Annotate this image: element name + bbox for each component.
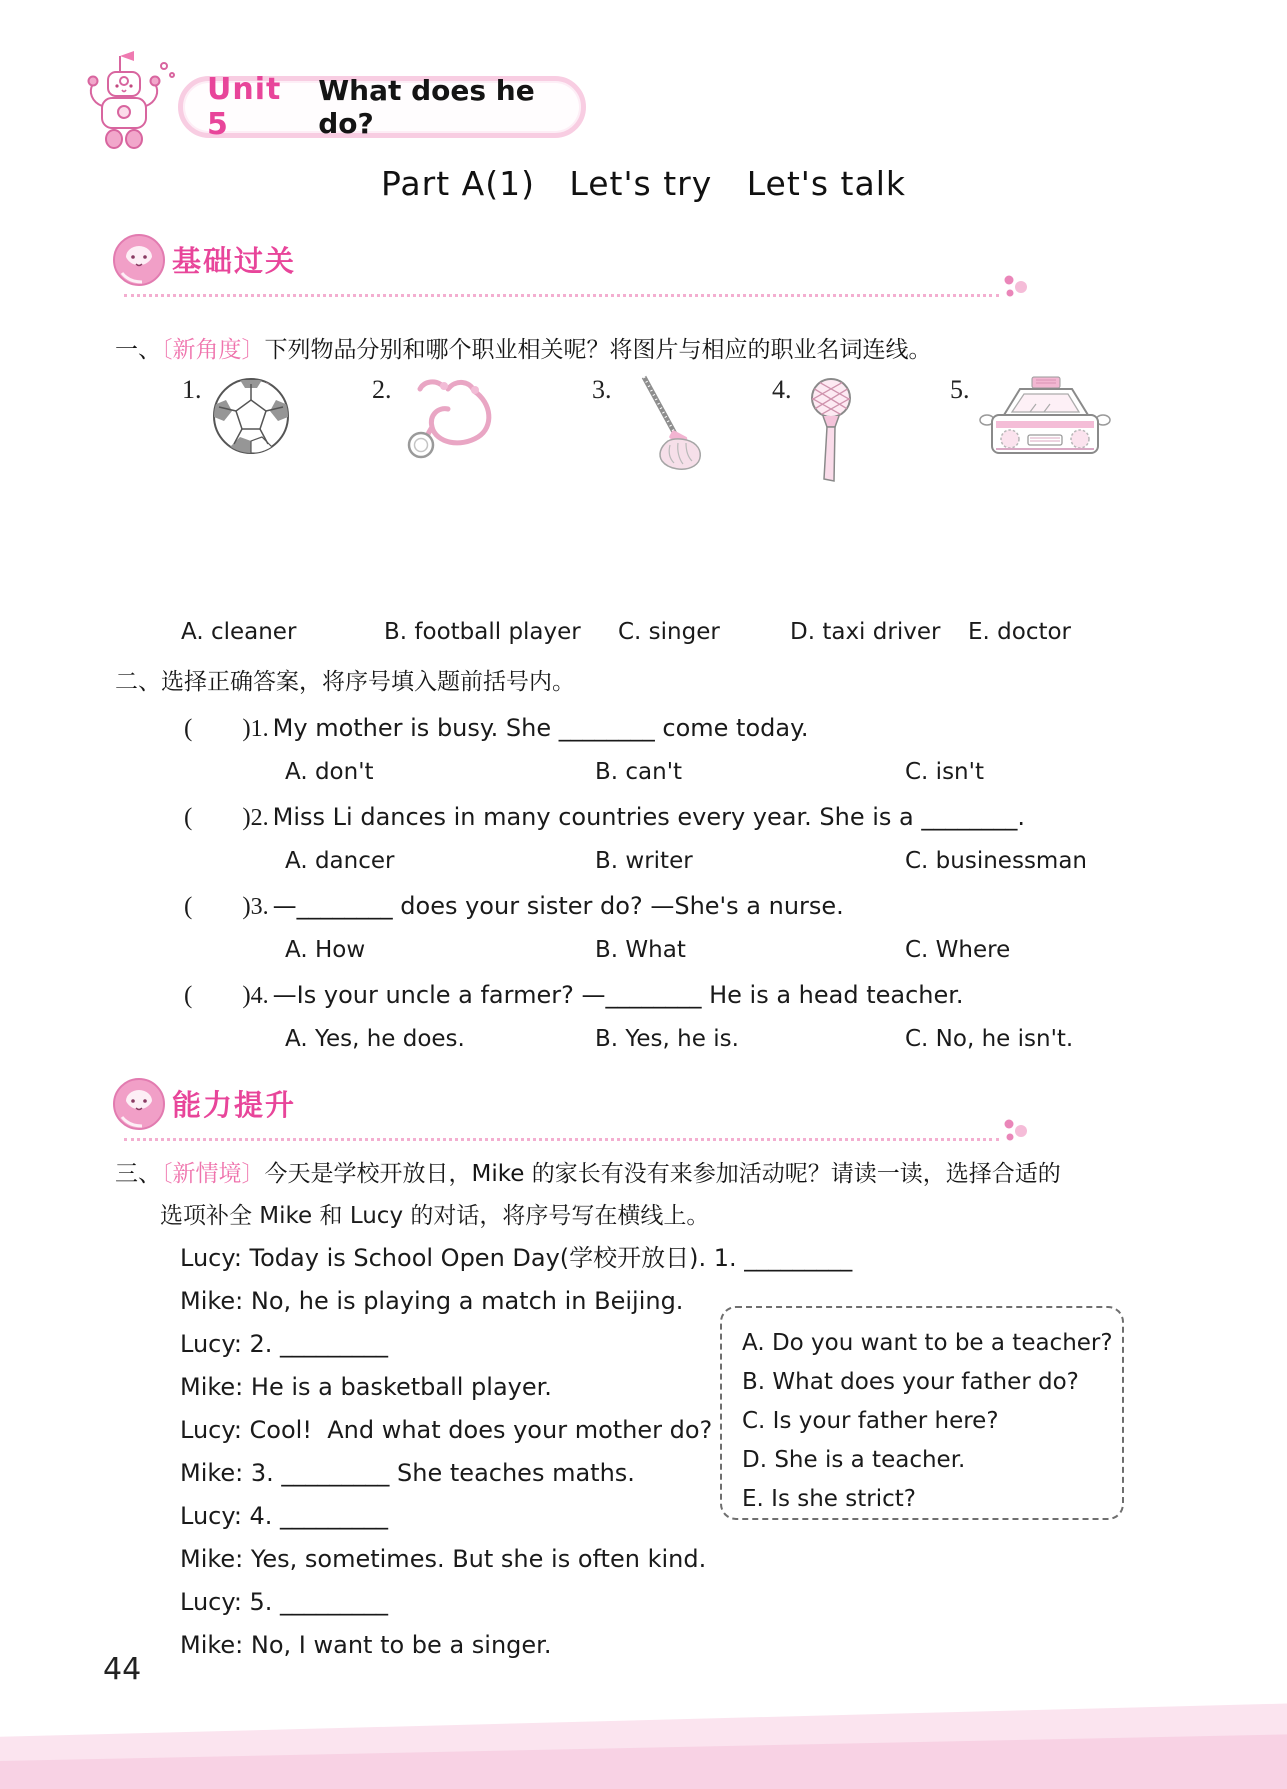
taxi-icon	[978, 375, 1112, 469]
item-number: 2.	[250, 805, 269, 831]
mc-stem	[184, 800, 1177, 835]
answer-brackets[interactable]: ( )	[184, 715, 251, 742]
q3-number: 三、	[115, 1161, 161, 1186]
dialogue-line: Lucy: 4. _________	[180, 1502, 389, 1530]
dotted-divider	[124, 294, 999, 297]
picture-item-stethoscope	[372, 375, 508, 471]
box-option-e: E. Is she strict?	[742, 1486, 916, 1512]
mc-stem	[184, 711, 1177, 746]
box-option-d: D. She is a teacher.	[742, 1447, 966, 1473]
unit-label: Unit 5	[207, 72, 282, 142]
part-title: Part A(1) Let's try Let's talk	[381, 164, 906, 203]
picture-number: 3.	[592, 375, 612, 404]
unit-title: What does he do?	[318, 74, 535, 140]
dotted-divider	[124, 1138, 999, 1141]
monkey-icon	[112, 233, 166, 295]
section-header-basics	[110, 229, 1177, 305]
stem-text: —Is your uncle a farmer? —________ He is a head teacher.	[272, 981, 964, 1009]
box-option-a: A. Do you want to be a teacher?	[742, 1330, 1113, 1356]
mc-item-1	[184, 711, 1177, 788]
choice-c: C. No, he isn't.	[905, 1026, 1074, 1052]
choice-a: A. How	[285, 937, 366, 963]
dialogue-options-box	[720, 1306, 1124, 1520]
dialogue-section	[110, 1243, 1177, 1660]
divider-end-dots-icon	[1001, 273, 1031, 305]
section-title: 基础过关	[172, 244, 297, 278]
answer-brackets[interactable]: ( )	[184, 982, 251, 1009]
q3-prompt	[115, 1157, 1177, 1191]
item-number: 3.	[250, 894, 269, 920]
q1-options-row	[181, 615, 1177, 649]
box-option-c: C. Is your father here?	[742, 1408, 999, 1434]
item-number: 1.	[250, 716, 269, 742]
dialogue-line: Lucy: Today is School Open Day(学校开放日). 1. _________	[180, 1244, 853, 1272]
mc-item-3	[184, 889, 1177, 966]
picture-item-football	[182, 375, 292, 461]
option-singer: C. singer	[618, 619, 720, 645]
unit-header	[0, 0, 1287, 152]
stem-text: —________ does your sister do? —She's a nurse.	[272, 892, 844, 920]
q1-tag: 〔新角度〕	[161, 337, 265, 362]
picture-item-taxi	[950, 375, 1112, 469]
section-header-advanced	[110, 1073, 1177, 1149]
option-cleaner: A. cleaner	[181, 619, 297, 645]
mc-item-2	[184, 800, 1177, 877]
mc-options-row	[285, 845, 1177, 877]
choice-b: B. writer	[595, 848, 693, 874]
mc-options-row	[285, 756, 1177, 788]
choice-b: B. can't	[595, 759, 683, 785]
stethoscope-icon	[400, 375, 508, 471]
page-number: 44	[103, 1652, 142, 1687]
q1-number: 一、	[115, 337, 161, 362]
item-number: 4.	[250, 983, 269, 1009]
mc-options-row	[285, 1023, 1177, 1055]
q1-picture-row	[110, 375, 1177, 487]
picture-number: 4.	[772, 375, 792, 404]
dialogue-line: Lucy: Cool! And what does your mother do?	[180, 1416, 713, 1444]
box-option-b: B. What does your father do?	[742, 1369, 1079, 1395]
microphone-icon	[800, 375, 862, 489]
monkey-icon	[112, 1077, 166, 1139]
choice-c: C. isn't	[905, 759, 984, 785]
answer-brackets[interactable]: ( )	[184, 893, 251, 920]
stem-text: Miss Li dances in many countries every year. She is a ________.	[272, 803, 1025, 831]
dialogue-line: Mike: He is a basketball player.	[180, 1373, 552, 1401]
mc-stem	[184, 889, 1177, 924]
choice-b: B. What	[595, 937, 686, 963]
q3-text-line2: 选项补全 Mike 和 Lucy 的对话，将序号写在横线上。	[160, 1203, 710, 1229]
dialogue-line: Mike: No, I want to be a singer.	[180, 1631, 552, 1659]
section-title: 能力提升	[172, 1088, 297, 1122]
mc-options-row	[285, 934, 1177, 966]
option-football-player: B. football player	[384, 619, 581, 645]
choice-a: A. dancer	[285, 848, 395, 874]
q1-text: 下列物品分别和哪个职业相关呢？将图片与相应的职业名词连线。	[264, 337, 932, 363]
q3-text-line1: 今天是学校开放日，Mike 的家长有没有来参加活动呢？请读一读，选择合适的	[264, 1161, 1061, 1187]
dialogue-line: Mike: No, he is playing a match in Beijing.	[180, 1287, 684, 1315]
picture-number: 1.	[182, 375, 202, 404]
q2-prompt	[115, 665, 1177, 699]
answer-brackets[interactable]: ( )	[184, 804, 251, 831]
picture-item-mop	[592, 375, 712, 481]
robot-mascot-icon	[84, 48, 184, 156]
picture-number: 5.	[950, 375, 970, 404]
choice-c: C. businessman	[905, 848, 1088, 874]
choice-a: A. Yes, he does.	[285, 1026, 465, 1052]
dialogue-line: Mike: 3. _________ She teaches maths.	[180, 1459, 635, 1487]
mc-item-4	[184, 978, 1177, 1055]
choice-c: C. Where	[905, 937, 1011, 963]
matching-lines-area[interactable]	[110, 487, 1177, 615]
dialogue-line: Lucy: 5. _________	[180, 1588, 389, 1616]
q1-prompt	[115, 333, 1177, 367]
q3-tag: 〔新情境〕	[161, 1161, 265, 1186]
football-icon	[210, 375, 292, 461]
dialogue-line: Lucy: 2. _________	[180, 1330, 389, 1358]
q2-text: 选择正确答案，将序号填入题前括号内。	[161, 669, 575, 695]
unit-banner	[178, 72, 586, 142]
q2-number: 二、	[115, 669, 161, 694]
dialogue-line: Mike: Yes, sometimes. But she is often kind.	[180, 1545, 707, 1573]
choice-a: A. don't	[285, 759, 374, 785]
option-taxi-driver: D. taxi driver	[790, 619, 941, 645]
picture-number: 2.	[372, 375, 392, 404]
divider-end-dots-icon	[1001, 1117, 1031, 1149]
picture-item-microphone	[772, 375, 862, 489]
option-doctor: E. doctor	[968, 619, 1072, 645]
mop-icon	[620, 375, 712, 481]
stem-text: My mother is busy. She ________ come today.	[272, 714, 809, 742]
choice-b: B. Yes, he is.	[595, 1026, 739, 1052]
mc-stem	[184, 978, 1177, 1013]
